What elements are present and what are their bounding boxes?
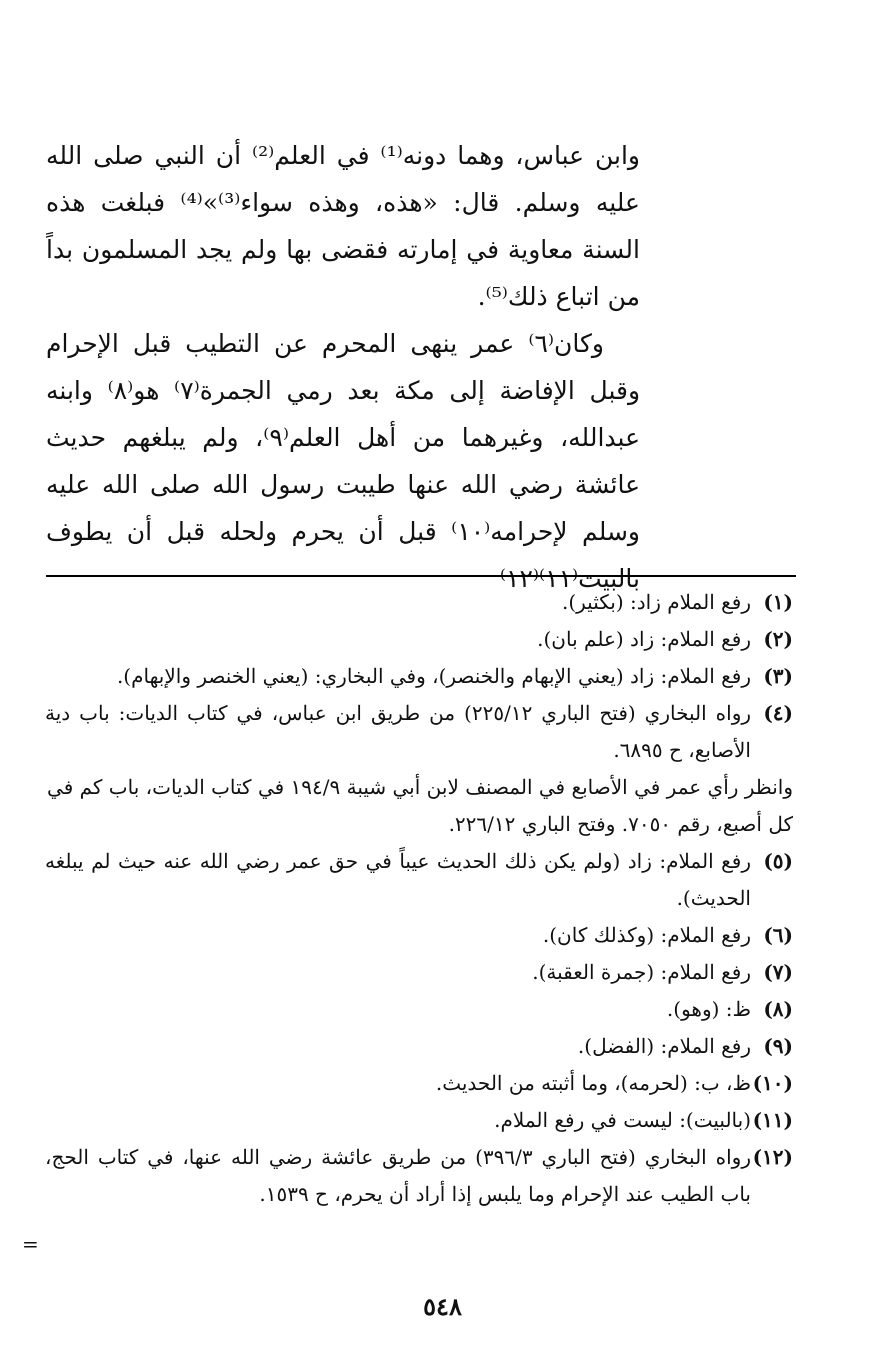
footnote-text: رواه البخاري (فتح الباري ٢٢٥/١٢) من طريق ابن عباس، في كتاب الديات: باب دية الأصابع، ح ٦٨٩٥.: [45, 701, 752, 762]
footnote: [45, 658, 793, 695]
footnote-number: (٩): [763, 1034, 793, 1058]
footnote-number: (٥): [763, 849, 793, 873]
continuation-mark: =: [22, 1232, 39, 1256]
footnote-number: (٧): [763, 960, 793, 984]
footnote-number: (٤): [763, 701, 793, 725]
footnote-number: (١٢): [752, 1145, 793, 1169]
footnote-continuation: وانظر رأي عمر في الأصابع في المصنف لابن أبي شيبة ١٩٤/٩ في كتاب الديات، باب كم في كل أصبع، رقم ٧٠٥٠.: [47, 775, 793, 836]
footnote: [45, 954, 793, 991]
footnote: [45, 584, 793, 621]
footnote-text: رفع الملام: زاد (ولم يكن ذلك الحديث عيباً في حق عمر رضي الله عنه حيث لم يبلغه الحديث).: [45, 849, 751, 910]
footnote: [45, 1139, 793, 1213]
footnote: [45, 621, 793, 658]
footnote: [45, 1028, 793, 1065]
footnote-number: (٣): [763, 664, 793, 688]
footnote-text: رواه البخاري (فتح الباري ٣٩٦/٣) من طريق عائشة رضي الله عنها، في كتاب الحج، باب الطيب عند الإحرام وما يلبس إذا أراد أن يحرم، ح ١٥٣٩.: [45, 1145, 751, 1206]
footnote-text: ظ: (وهو).: [666, 997, 751, 1021]
footnote-text: رفع الملام زاد: (بكثير).: [561, 590, 751, 614]
footnote: [45, 843, 793, 917]
footnote: [45, 1102, 793, 1139]
page-number: ٥٤٨: [423, 1292, 462, 1321]
footnote-text: ظ، ب: (لحرمه)، وما أثبته من الحديث.: [435, 1071, 751, 1095]
footnote-text: رفع الملام: (وكذلك كان).: [542, 923, 751, 947]
main-text: [46, 132, 640, 602]
footnote-text: (بالبيت): ليست في رفع الملام.: [494, 1108, 751, 1132]
footnote: [45, 695, 793, 769]
footnote-text: رفع الملام: (جمرة العقبة).: [532, 960, 751, 984]
footnote: [45, 917, 793, 954]
footnote: [45, 991, 793, 1028]
footnote-number: (٦): [763, 923, 793, 947]
footnote-number: (١٠): [752, 1071, 793, 1095]
footnotes: [45, 584, 793, 1213]
footnote-divider: [46, 575, 796, 577]
footnote-text: رفع الملام: زاد (علم بان).: [537, 627, 751, 651]
footnote-continuation: وفتح الباري ٢٢٦/١٢.: [448, 812, 616, 836]
footnote-number: (١١): [752, 1108, 793, 1132]
footnote-number: (٢): [763, 627, 793, 651]
main-paragraph-1: وابن عباس، وهما دونه⁽¹⁾ في العلم⁽²⁾ أن النبي صلى الله عليه وسلم. قال: «هذه، وهذه سواء⁽³⁾»⁽⁴⁾ فبلغت هذه السنة معاوية في إمارته فقضى بها ولم يجد المسلمون بداً من اتباع ذلك⁽⁵⁾.: [46, 141, 640, 311]
footnote-text: رفع الملام: (الفضل).: [577, 1034, 751, 1058]
footnote: [45, 1065, 793, 1102]
footnote-number: (١): [763, 590, 793, 614]
footnote-number: (٨): [763, 997, 793, 1021]
footnote-text: رفع الملام: زاد (يعني الإبهام والخنصر)، وفي البخاري: (يعني الخنصر والإبهام).: [116, 664, 751, 688]
main-paragraph-2: وكان⁽٦⁾ عمر ينهى المحرم عن التطيب قبل الإحرام وقبل الإفاضة إلى مكة بعد رمي الجمرة⁽٧⁾ هو⁽٨⁾ وابنه عبدالله، وغيرهما من أهل العلم⁽٩⁾، ولم يبلغهم حديث عائشة رضي الله عنها طيبت رسول الله صلى الله عليه وسلم لإحرامه⁽١٠⁾ قبل أن يحرم ولحله قبل أن يطوف بالبيت⁽١١⁾⁽١٢⁾: [46, 329, 641, 593]
